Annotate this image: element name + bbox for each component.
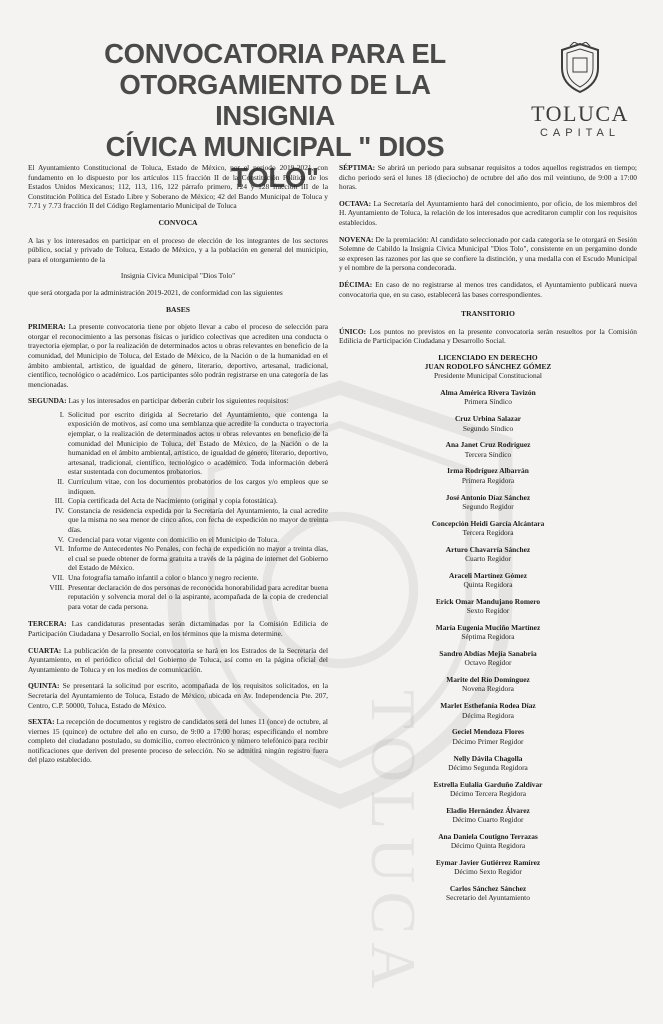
signatory xyxy=(339,440,637,458)
signatory xyxy=(339,623,637,641)
signatory xyxy=(339,414,637,432)
signatory xyxy=(339,701,637,719)
signatory-role: Primera Síndico xyxy=(464,397,512,407)
base-octava xyxy=(339,199,637,228)
signatory-name: Eladio Hernández Álvarez xyxy=(446,805,530,815)
signatory-name: Ana Janet Cruz Rodríguez xyxy=(445,440,531,450)
base-text: La publicación de la presente convocatoria se hará en los Estrados de la Secretaría del Ayuntamiento, en el periódico oficial del Gobierno de Toluca, así como en la página oficial del Ayuntamiento de Toluca y en los medios de comunicación. xyxy=(28,645,328,674)
base-text: En caso de no registrarse al menos tres candidatos, el Ayuntamiento publicará nueva convocatoria que, en su caso, establecerá las bases correspondientes. xyxy=(339,279,637,299)
signatory-role: Segundo Síndico xyxy=(462,423,514,433)
requirement-number: VIII. xyxy=(49,582,64,592)
signatory xyxy=(339,597,637,615)
requirement-number: III. xyxy=(54,496,64,506)
signatory xyxy=(339,780,637,798)
requirement-item xyxy=(28,477,328,496)
signatory-role: Décima Regidora xyxy=(462,710,514,720)
signatory-role: Quinta Regidora xyxy=(463,580,513,590)
signatory-role: Secretario del Ayuntamiento xyxy=(446,893,530,903)
requirements-list xyxy=(28,410,328,611)
signatory-role: Novena Regidora xyxy=(462,684,514,694)
requirement-number: I. xyxy=(59,409,64,419)
signatory-name: José Antonio Díaz Sánchez xyxy=(445,492,531,502)
requirement-item xyxy=(28,544,328,573)
base-text: Las candidaturas presentadas serán dictaminadas por la Comisión Edilicia de Participación Ciudadana y Desarrollo Social, en los términos que la misma determine. xyxy=(28,619,328,638)
signatory-name: Concepción Heidi García Alcántara xyxy=(431,518,545,528)
base-text: De la premiación: Al candidato seleccionado por cada categoría se le otorgará en Sesión Solemne de Cabildo la Insignia Cívica Municipal "Dios Tolo", consistente en un pergamino donde se expresen las razones por las que se confiere la distinción, y una medalla con el Escudo Municipal y el nombre de la persona condecorada. xyxy=(339,234,637,273)
signatory xyxy=(339,493,637,511)
base-label: DÉCIMA: xyxy=(339,279,373,289)
signatory-name: Geciel Mendoza Flores xyxy=(451,727,525,737)
signatory xyxy=(339,675,637,693)
signatory-name: Irma Rodríguez Albarrán xyxy=(447,466,529,476)
signatory xyxy=(339,388,637,406)
transitorio-unico xyxy=(339,327,637,346)
title-line: OTORGAMIENTO DE LA INSIGNIA xyxy=(119,69,431,131)
signatory-role: Tercera Síndico xyxy=(464,449,512,459)
signatory-name: Arturo Chavarría Sánchez xyxy=(445,544,531,554)
requirement-item xyxy=(28,583,328,612)
toluca-crest-icon xyxy=(558,42,602,94)
signatory xyxy=(339,858,637,876)
signatory-role: Décimo Sexto Regidor xyxy=(454,867,522,877)
transitorio-heading: TRANSITORIO xyxy=(461,309,515,319)
signatory xyxy=(339,649,637,667)
signatory xyxy=(339,466,637,484)
requirement-text: Informe de Antecedentes No Penales, con fecha de expedición no mayor a treinta días, el cual se puede obtener de forma gratuita a través de la página de internet del Gobierno del Estado de México. xyxy=(68,544,328,573)
signatory-role: Cuarto Regidor xyxy=(465,553,511,563)
base-label: SEGUNDA: xyxy=(28,396,67,406)
signatory-role: Segundo Regidor xyxy=(462,501,514,511)
requirement-item xyxy=(28,573,328,583)
base-label: QUINTA: xyxy=(28,681,60,691)
signatory xyxy=(339,727,637,745)
signatory-name: María Eugenia Muciño Martínez xyxy=(435,623,541,633)
logo-brand: TOLUCA xyxy=(531,101,629,126)
base-label: TERCERA: xyxy=(28,619,67,629)
base-label: SEXTA: xyxy=(28,717,55,727)
signatory-name: Cruz Urbina Salazar xyxy=(454,414,522,424)
signatory-name: Erick Omar Mandujano Romero xyxy=(435,596,541,606)
title-line: CÍVICA MUNICIPAL " DIOS TOLO" xyxy=(105,131,445,193)
signatory xyxy=(339,545,637,563)
signature-president xyxy=(339,353,637,381)
left-column xyxy=(28,163,328,772)
signatory-role: Décimo Primer Regidor xyxy=(452,736,524,746)
signatory-role: Sexto Regidor xyxy=(466,606,510,616)
base-label: NOVENA: xyxy=(339,234,374,244)
signatory-name: Ana Daniela Coutigno Terrazas xyxy=(438,831,538,841)
base-label: CUARTA: xyxy=(28,645,62,655)
signatory-name: Marlet Esthefanía Rodea Díaz xyxy=(440,701,536,711)
base-text: La recepción de documentos y registro de candidatos será del lunes 11 (once) de octubre, al viernes 15 (quince) de octubre del año en curso, de 9:00 a 17:00 horas; especificando el nombre completo del ciudadano postulado, su domicilio, correo electrónico y número telefónico para recibir notificaciones que deriven del presente proceso de selección. No se admitirá ningún registro fuera del plazo establecido. xyxy=(28,717,328,765)
base-label: OCTAVA: xyxy=(339,198,372,208)
signatory-role: Décimo Quinta Regidora xyxy=(450,841,526,850)
requirement-text: Solicitud por escrito dirigida al Secretario del Ayuntamiento, que contenga la exposición de motivos, así como una semblanza que acredite la conducta o trayectoria ejemplar, o la realización de determinados actos u obras relevantes en beneficio de la comunidad del Municipio de Toluca, del Estado de México, de la Nación o de la humanidad en el ámbito ambiental, artístico, de igualdad de género, literario, deportivo, artesanal, tradicional, científico, tecnológico o académico. Toda información deberá estar sustentada con documentos probatorios. xyxy=(68,409,328,477)
requirement-text: Presentar declaración de dos personas de reconocida honorabilidad para acreditar buena reputación y solvencia moral del o la aspirante, acompañada de la copia de credencial para votar de cada persona. xyxy=(68,582,328,611)
signatory-role: Décimo Cuarto Regidor xyxy=(452,814,524,824)
base-septima xyxy=(339,163,637,192)
otorgada-paragraph: que será otorgada por la administración 2019-2021, de conformidad con las siguientes xyxy=(28,287,283,297)
requirement-text: Currículum vitae, con los documentos probatorios de los cargos y/o empleos que se indiquen. xyxy=(68,477,328,496)
requirement-number: VII. xyxy=(51,572,64,582)
requirement-item xyxy=(28,506,328,535)
requirement-number: VI. xyxy=(54,544,64,554)
signatory-role: Primera Regidora xyxy=(461,475,515,485)
signatory-list xyxy=(339,388,637,902)
base-label: SÉPTIMA: xyxy=(339,163,376,172)
signatory-role: Décimo Segunda Regidora xyxy=(448,762,528,772)
signatory-name: Sandro Abdías Mejía Sanabria xyxy=(439,649,537,659)
signatory xyxy=(339,884,637,902)
convoca-paragraph: A las y los interesados en participar en el proceso de elección de los integrantes de los sectores público, social y privado de Toluca, Estado de México, y a la población en general del municipio, para el otorgamiento de la xyxy=(28,235,328,264)
signatory xyxy=(339,754,637,772)
signatory-name: Eymar Javier Gutiérrez Ramírez xyxy=(435,857,541,867)
requirement-item xyxy=(28,496,328,506)
signatory-name: Nelly Dávila Chagolla xyxy=(453,753,523,763)
base-text: La Secretaría del Ayuntamiento hará del conocimiento, por oficio, de los miembros del H. Ayuntamiento de Toluca, la relación de los interesados que acreditaron cumplir con los requisitos establecidos. xyxy=(339,198,637,227)
title-line: CONVOCATORIA PARA EL xyxy=(104,38,446,69)
signatory xyxy=(339,832,637,850)
insignia-name: Insignia Cívica Municipal "Dios Tolo" xyxy=(120,271,236,281)
requirement-text: Credencial para votar vigente con domicilio en el Municipio de Toluca. xyxy=(68,534,279,544)
base-cuarta xyxy=(28,646,328,675)
signatory-name: Carlos Sánchez Sánchez xyxy=(449,883,527,893)
base-decima xyxy=(339,280,637,299)
logo-subtitle: CAPITAL xyxy=(539,127,621,139)
signatory xyxy=(339,806,637,824)
right-column xyxy=(339,163,637,910)
base-label: PRIMERA: xyxy=(28,322,66,332)
toluca-logo xyxy=(530,42,630,142)
signatory-role: Séptima Regidora xyxy=(461,632,515,642)
base-primera xyxy=(28,322,328,389)
signatory-role: Décimo Tercera Regidora xyxy=(449,788,527,798)
signatory-role: Octavo Regidor xyxy=(464,658,512,668)
base-text: Los puntos no previstos en la presente convocatoria serán resueltos por la Comisión Edilicia de Participación Ciudadana y Desarrollo Social. xyxy=(339,326,637,346)
president-title: LICENCIADO EN DERECHO xyxy=(438,352,538,362)
base-text: Se abrirá un periodo para subsanar requisitos a todos aquellos registrados en tiempo; dicho periodo será el lunes 18 (dieciocho) de octubre del año dos mil veintiuno, de 9:00 a 17:00 horas. xyxy=(339,163,637,192)
requirement-text: Una fotografía tamaño infantil a color o blanco y negro reciente. xyxy=(68,572,259,582)
requirement-item xyxy=(28,535,328,545)
requirement-number: IV. xyxy=(55,505,64,515)
requirement-item xyxy=(28,410,328,477)
signatory xyxy=(339,571,637,589)
requirement-number: V. xyxy=(57,534,64,544)
signatory-name: Araceli Martínez Gómez xyxy=(449,570,527,580)
base-label: ÚNICO: xyxy=(339,326,367,336)
base-quinta xyxy=(28,681,328,710)
base-tercera xyxy=(28,619,328,638)
base-text: Se presentará la solicitud por escrito, acompañada de los requisitos solicitados, en la Secretaría del Ayuntamiento de Toluca, Estado de México, ubicada en Av. Independencia Pte. 207, Centro, C.P. 50000, Toluca, Estado de México. xyxy=(28,681,328,710)
requirement-text: Constancia de residencia expedida por la Secretaría del Ayuntamiento, la cual acredite que la misma no sea menor de cinco años, con fecha de expedición no mayor de treinta días. xyxy=(68,505,328,534)
signatory-name: Estrella Eulalia Garduño Zaldívar xyxy=(433,779,543,789)
signatory-name: Alma América Rivera Tavizón xyxy=(440,388,536,398)
president-role: Presidente Municipal Constitucional xyxy=(434,371,542,381)
base-novena xyxy=(339,235,637,273)
signatory-role: Tercera Regidora xyxy=(462,527,514,537)
intro-paragraph: El Ayuntamiento Constitucional de Toluca, Estado de México, por el periodo 2019-2021, con fundamento en lo dispuesto por los artículos 115 fracción II de la Constitución Política de los Estados Unidos Mexicanos; 112, 113, 116, 122 párrafo primero, 124 y 128 fracción III de la Constitución Política del Estado Libre y Soberano de México; 42 del Bando Municipal de Toluca y 7.71 y 7.73 fracción II del Código Reglamentario Municipal de Toluca xyxy=(28,163,328,211)
requirement-number: II. xyxy=(57,477,64,487)
bases-heading: BASES xyxy=(165,304,191,314)
president-name: JUAN RODOLFO SÁNCHEZ GÓMEZ xyxy=(424,362,552,372)
base-text: La presente convocatoria tiene por objeto llevar a cabo el proceso de selección para otorgar el reconocimiento a las personas físicas o jurídico colectivas que acrediten una conducta o trayectoria ejemplar, o por la realización de determinados actos u obras relevantes en beneficio de la comunidad, del Municipio de Toluca, del Estado de México, de la Nación o de la humanidad en el ámbito ambiental, artístico, de igualdad de género, literario, deportivo, artesanal, tradicional, científico, tecnológico o académico. Los participantes sólo podrán registrarse en una categoría de las mencionadas. xyxy=(28,322,328,389)
requirement-text: Copia certificada del Acta de Nacimiento (original y copia fotostática). xyxy=(68,496,278,506)
base-segunda xyxy=(28,396,328,406)
signatory xyxy=(339,519,637,537)
convoca-heading: CONVOCA xyxy=(158,217,198,227)
signatory-name: Marite del Río Domínguez xyxy=(446,675,530,685)
base-text: Las y los interesados en participar deberán cubrir los siguientes requisitos: xyxy=(66,396,289,406)
watermark-text: TOLUCA xyxy=(358,690,429,997)
base-sexta xyxy=(28,717,328,765)
